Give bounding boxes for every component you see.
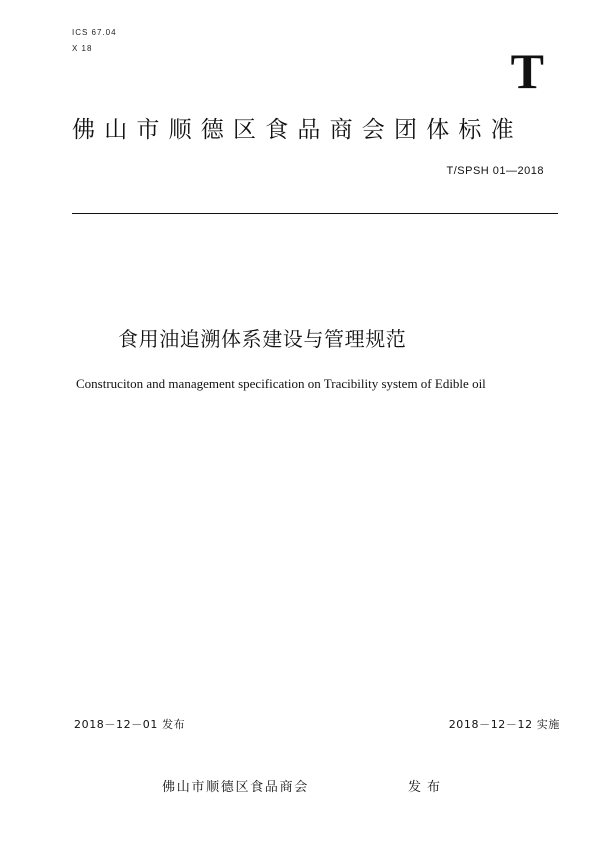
- standard-type-logo: T: [510, 43, 544, 99]
- document-title-en: Construciton and management specification on Tracibility system of Edible oil: [76, 376, 486, 391]
- ics-code: ICS 67.04: [72, 28, 117, 37]
- publisher-name: 佛山市顺德区食品商会: [162, 780, 310, 795]
- implement-date: 2018－12－12 实施: [448, 718, 560, 731]
- publish-date: 2018－12－01 发布: [74, 718, 186, 731]
- issue-label: 发布: [408, 780, 447, 795]
- ccs-code: X 18: [72, 44, 93, 53]
- standard-number: T/SPSH 01—2018: [446, 165, 544, 177]
- title-divider: [72, 213, 558, 214]
- document-title-zh: 食用油追溯体系建设与管理规范: [118, 327, 407, 351]
- org-standard-title: 佛山市顺德区食品商会团体标准: [72, 117, 523, 143]
